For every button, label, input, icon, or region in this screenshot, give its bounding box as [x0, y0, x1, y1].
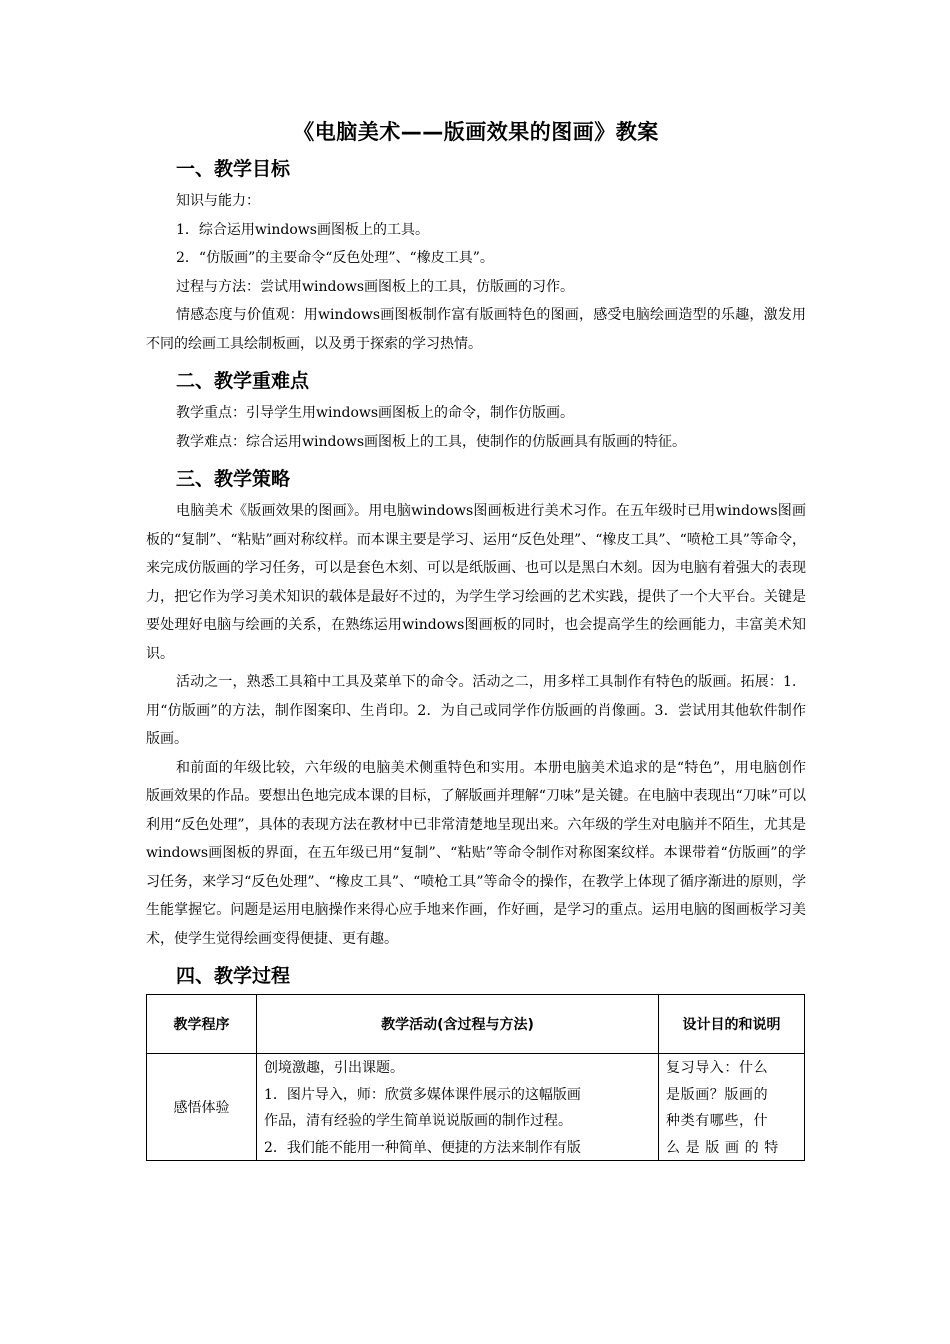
table-cell-activity — [257, 1054, 659, 1161]
table-header-activity: 教学活动(含过程与方法) — [257, 995, 659, 1054]
section-heading-objectives: 一、教学目标 — [176, 158, 291, 180]
paragraph: 和前面的年级比较，六年级的电脑美术侧重特色和实用。本册电脑美术追求的是“特色”，用电脑创作版画效果的作品。要想出色地完成本课的目标，了解版画并理解“刀味”是关键。在电脑中表现出“刀味”可以利用“反色处理”，具体的表现方法在教材中已非常清楚地呈现出来。六年级的学生对电脑并不陌生，尤其是windows画图板的界面，在五年级已用“复制”、“粘贴”等命令制作对称图案纹样。本课带着“仿版画”的学习任务，来学习“反色处理”、“橡皮工具”、“喷枪工具”等命令的操作，在教学上体现了循序渐进的原则，学生能掌握它。问题是运用电脑操作来得心应手地来作画，作好画，是学习的重点。运用电脑的图画板学习美术，使学生觉得绘画变得便捷、更有趣。 — [146, 759, 806, 947]
section-heading-process: 四、教学过程 — [176, 965, 291, 987]
table-cell-stage: 感悟体验 — [147, 1054, 257, 1161]
document-title: 《电脑美术——版画效果的图画》教案 — [293, 120, 659, 144]
paragraph: 教学难点：综合运用windows画图板上的工具，使制作的仿版画具有版画的特征。 — [176, 433, 687, 450]
paragraph: 情感态度与价值观：用windows画图板制作富有版画特色的图画，感受电脑绘画造型的乐趣，激发用不同的绘画工具绘制板画，以及勇于探索的学习热情。 — [146, 307, 806, 352]
table-header-purpose: 设计目的和说明 — [659, 995, 805, 1054]
paragraph: 电脑美术《版画效果的图画》。用电脑windows图画板进行美术习作。在五年级时已用windows图画板的“复制”、“粘贴”画对称纹样。而本课主要是学习、运用“反色处理”、“橡皮工具”、“喷枪工具”等命令，来完成仿版画的学习任务，可以是套色木刻、可以是纸版画、也可以是黑白木刻。因为电脑有着强大的表现力，把它作为学习美术知识的载体是最好不过的，为学生学习绘画的艺术实践，提供了一个大平台。关键是要处理好电脑与绘画的关系，在熟练运用windows图画板的同时，也会提高学生的绘画能力，丰富美术知识。 — [146, 503, 806, 662]
table-header-stage: 教学程序 — [147, 995, 257, 1054]
paragraph: 1．综合运用windows画图板上的工具。 — [176, 221, 429, 238]
activity-line: 2．我们能不能用一种简单、便捷的方法来制作有版 — [264, 1139, 581, 1156]
process-table — [146, 994, 805, 1161]
section-heading-strategy: 三、教学策略 — [176, 468, 291, 490]
section-heading-key-points: 二、教学重难点 — [176, 370, 310, 392]
purpose-line: 是版画？版画的 — [666, 1086, 769, 1103]
purpose-line: 复习导入：什么 — [666, 1060, 769, 1076]
activity-line: 1．图片导入，师：欣赏多媒体课件展示的这幅版画 — [264, 1086, 581, 1103]
paragraph: 过程与方法：尝试用windows画图板上的工具，仿版画的习作。 — [176, 278, 575, 295]
purpose-line: 么 是 版 画 的 特 — [666, 1139, 779, 1156]
paragraph: 2．“仿版画”的主要命令“反色处理”、“橡皮工具”。 — [176, 250, 494, 266]
activity-line: 创境激趣，引出课题。 — [264, 1060, 404, 1076]
paragraph: 教学重点：引导学生用windows画图板上的命令，制作仿版画。 — [176, 405, 575, 421]
table-header-row — [147, 995, 805, 1054]
purpose-line: 种类有哪些，什 — [666, 1113, 769, 1129]
table-row — [147, 1054, 805, 1161]
table-cell-purpose — [659, 1054, 805, 1161]
document-page — [146, 110, 806, 1161]
activity-line: 作品，清有经验的学生简单说说版画的制作过程。 — [264, 1113, 572, 1129]
paragraph: 知识与能力： — [176, 193, 260, 209]
paragraph: 活动之一，熟悉工具箱中工具及菜单下的命令。活动之二，用多样工具制作有特色的版画。拓展：1．用“仿版画”的方法，制作图案印、生肖印。2．为自己或同学作仿版画的肖像画。3．尝试用其他软件制作版画。 — [146, 674, 806, 747]
